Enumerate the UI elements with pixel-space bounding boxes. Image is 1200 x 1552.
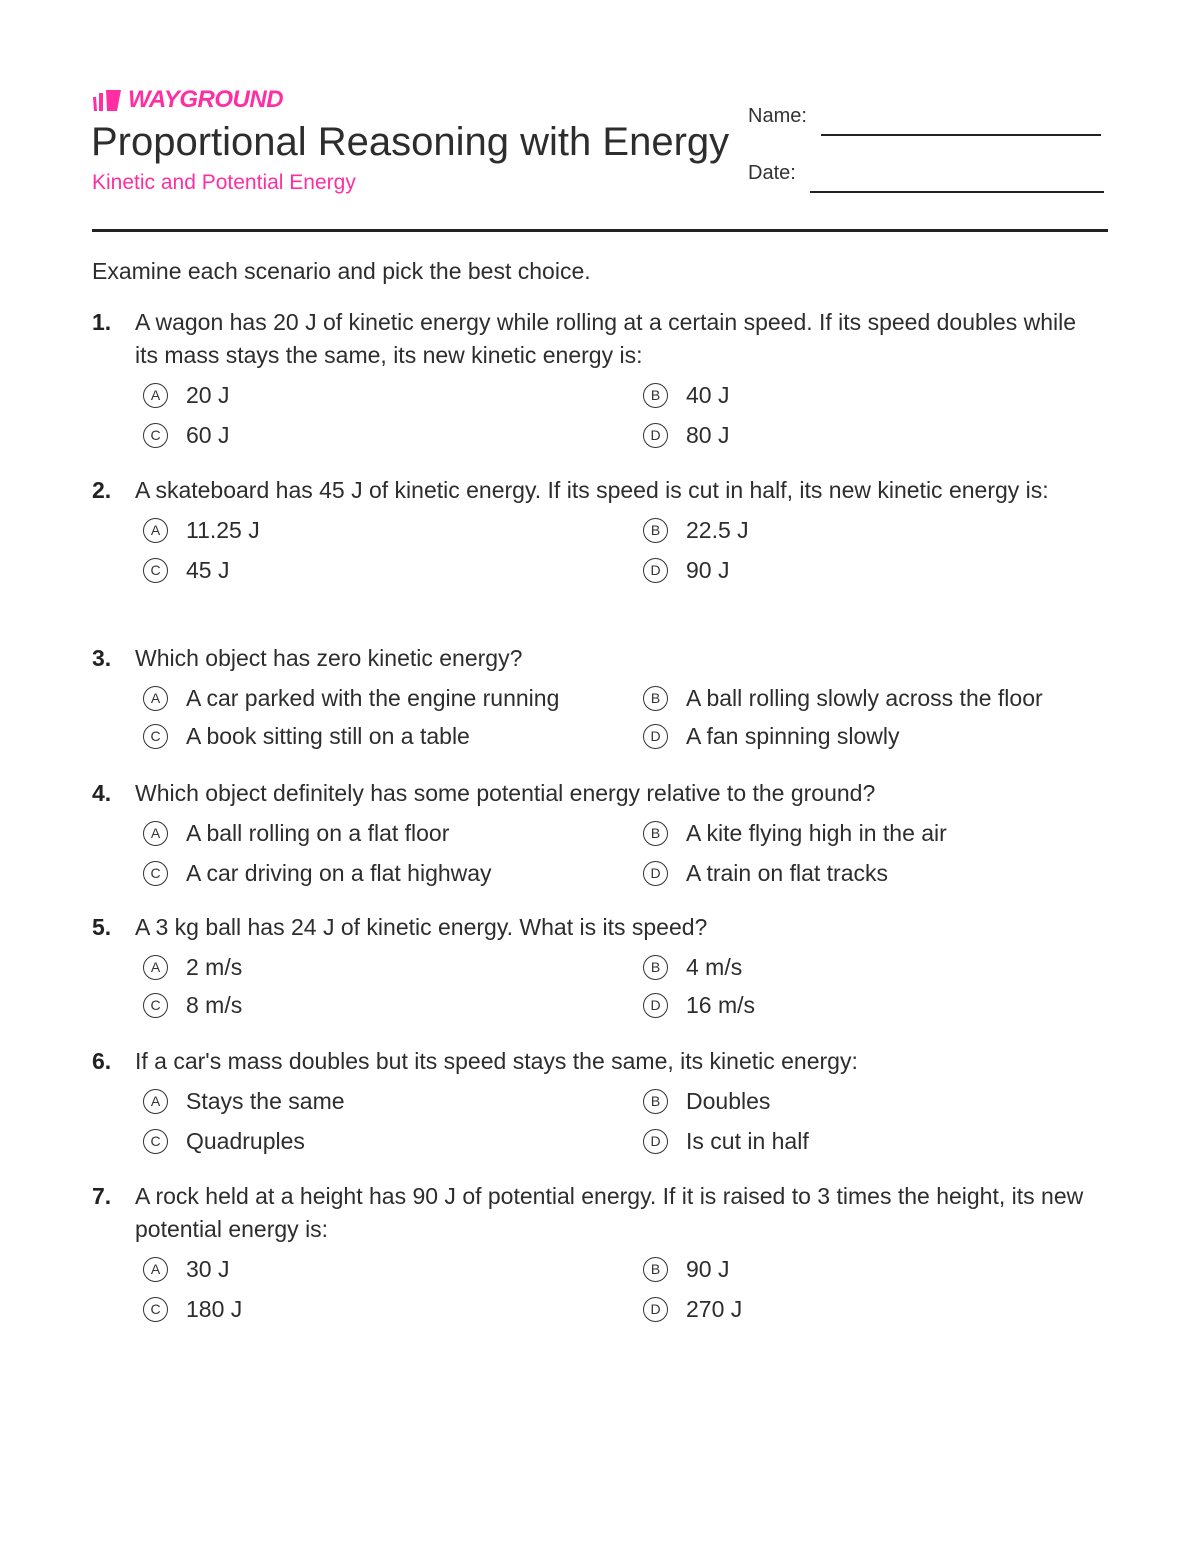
date-label: Date: <box>748 162 796 184</box>
answer-bubble-icon[interactable]: C <box>143 993 168 1018</box>
instructions: Examine each scenario and pick the best choice. <box>92 258 591 284</box>
name-field[interactable] <box>748 104 1101 128</box>
question-header <box>92 474 1108 507</box>
answer-bubble-icon[interactable]: D <box>643 993 668 1018</box>
name-label: Name: <box>748 105 807 127</box>
worksheet-subtitle: Kinetic and Potential Energy <box>92 171 356 194</box>
question-6 <box>92 1045 1108 1157</box>
answer-bubble-icon[interactable]: A <box>143 686 168 711</box>
answer-bubble-icon[interactable]: B <box>643 821 668 846</box>
question-number: 7. <box>92 1183 112 1209</box>
answer-option-d[interactable] <box>643 857 888 889</box>
answer-option-c[interactable] <box>143 419 229 451</box>
answer-option-a[interactable] <box>143 682 559 714</box>
answer-text: 80 J <box>686 421 730 448</box>
question-5 <box>92 911 1108 1021</box>
answer-text: Quadruples <box>186 1127 305 1154</box>
answer-text: A car driving on a flat highway <box>186 859 492 886</box>
answer-bubble-icon[interactable]: D <box>643 724 668 749</box>
answer-bubble-icon[interactable]: D <box>643 1297 668 1322</box>
header-divider <box>92 229 1108 232</box>
answer-option-c[interactable] <box>143 989 242 1021</box>
answer-choices <box>143 682 1108 752</box>
answer-bubble-icon[interactable]: A <box>143 955 168 980</box>
answer-text: 8 m/s <box>186 991 243 1018</box>
answer-text: A train on flat tracks <box>686 859 888 886</box>
answer-bubble-icon[interactable]: B <box>643 955 668 980</box>
answer-text: 180 J <box>186 1295 243 1322</box>
question-text: A skateboard has 45 J of kinetic energy. If its speed is cut in half, its new kinetic energy is: <box>135 477 1049 503</box>
answer-option-a[interactable] <box>143 514 260 546</box>
answer-text: 11.25 J <box>186 516 260 543</box>
answer-bubble-icon[interactable]: B <box>643 686 668 711</box>
worksheet-title: Proportional Reasoning with Energy <box>91 120 730 164</box>
answer-text: 16 m/s <box>686 991 756 1018</box>
question-1 <box>92 306 1108 451</box>
brand-name: WAYGROUND <box>128 86 284 113</box>
answer-bubble-icon[interactable]: D <box>643 861 668 886</box>
question-4 <box>92 777 1108 889</box>
answer-text: Stays the same <box>186 1087 345 1114</box>
answer-bubble-icon[interactable]: B <box>643 1089 668 1114</box>
date-line[interactable] <box>810 191 1104 193</box>
answer-option-b[interactable] <box>643 817 947 849</box>
question-header <box>92 911 1108 944</box>
name-line[interactable] <box>821 134 1101 136</box>
question-text: A wagon has 20 J of kinetic energy while rolling at a certain speed. If its speed doubles while its mass stays the same, its new kinetic energy is: <box>135 309 1077 368</box>
answer-choices <box>143 379 1108 451</box>
answer-text: A car parked with the engine running <box>186 684 560 711</box>
answer-option-b[interactable] <box>643 682 1043 714</box>
question-text: A 3 kg ball has 24 J of kinetic energy. What is its speed? <box>135 914 708 940</box>
wayground-logo <box>92 86 283 114</box>
answer-option-d[interactable] <box>643 419 729 451</box>
answer-option-c[interactable] <box>143 554 229 586</box>
answer-option-c[interactable] <box>143 720 470 752</box>
question-3 <box>92 642 1108 752</box>
question-header <box>92 642 1108 675</box>
answer-bubble-icon[interactable]: C <box>143 1129 168 1154</box>
answer-option-b[interactable] <box>643 1085 770 1117</box>
answer-bubble-icon[interactable]: A <box>143 1257 168 1282</box>
answer-bubble-icon[interactable]: C <box>143 423 168 448</box>
answer-text: 270 J <box>686 1295 743 1322</box>
wayground-mark-icon <box>92 88 122 112</box>
question-header <box>92 777 1108 810</box>
question-header <box>92 1180 1108 1246</box>
answer-text: 4 m/s <box>686 953 743 980</box>
answer-option-c[interactable] <box>143 1293 242 1325</box>
answer-text: 22.5 J <box>686 516 749 543</box>
answer-option-d[interactable] <box>643 1293 742 1325</box>
answer-bubble-icon[interactable]: A <box>143 383 168 408</box>
answer-option-a[interactable] <box>143 951 242 983</box>
question-text: Which object has zero kinetic energy? <box>135 645 523 671</box>
answer-bubble-icon[interactable]: A <box>143 1089 168 1114</box>
answer-option-a[interactable] <box>143 1253 229 1285</box>
answer-text: A kite flying high in the air <box>686 819 947 846</box>
answer-text: 60 J <box>186 421 230 448</box>
answer-text: 40 J <box>686 381 730 408</box>
answer-text: 2 m/s <box>186 953 243 980</box>
answer-text: 45 J <box>186 556 230 583</box>
answer-option-b[interactable] <box>643 951 742 983</box>
date-field[interactable] <box>748 161 1104 185</box>
answer-choices <box>143 951 1108 1021</box>
answer-option-b[interactable] <box>643 514 749 546</box>
answer-option-d[interactable] <box>643 1125 809 1157</box>
answer-option-c[interactable] <box>143 857 492 889</box>
question-number: 1. <box>92 309 112 335</box>
answer-bubble-icon[interactable]: A <box>143 518 168 543</box>
question-header <box>92 306 1108 372</box>
answer-option-d[interactable] <box>643 989 755 1021</box>
answer-option-a[interactable] <box>143 379 229 411</box>
answer-bubble-icon[interactable]: C <box>143 1297 168 1322</box>
answer-text: Doubles <box>686 1087 771 1114</box>
question-7 <box>92 1180 1108 1325</box>
answer-text: A ball rolling slowly across the floor <box>686 684 1043 711</box>
answer-bubble-icon[interactable]: D <box>643 558 668 583</box>
answer-text: A ball rolling on a flat floor <box>186 819 450 846</box>
question-header <box>92 1045 1108 1078</box>
question-number: 2. <box>92 477 112 503</box>
question-text: Which object definitely has some potential energy relative to the ground? <box>135 780 876 806</box>
answer-text: A book sitting still on a table <box>186 722 470 749</box>
answer-bubble-icon[interactable]: C <box>143 558 168 583</box>
answer-bubble-icon[interactable]: D <box>643 1129 668 1154</box>
answer-bubble-icon[interactable]: A <box>143 821 168 846</box>
answer-bubble-icon[interactable]: B <box>643 1257 668 1282</box>
answer-choices <box>143 514 1108 586</box>
answer-option-b[interactable] <box>643 379 729 411</box>
answer-text: 30 J <box>186 1255 230 1282</box>
answer-choices <box>143 1253 1108 1325</box>
answer-choices <box>143 1085 1108 1157</box>
answer-option-d[interactable] <box>643 554 729 586</box>
question-number: 3. <box>92 645 112 671</box>
answer-option-a[interactable] <box>143 1085 345 1117</box>
answer-bubble-icon[interactable]: C <box>143 861 168 886</box>
question-2 <box>92 474 1108 586</box>
question-number: 4. <box>92 780 112 806</box>
answer-option-a[interactable] <box>143 817 449 849</box>
answer-text: 90 J <box>686 556 730 583</box>
answer-choices <box>143 817 1108 889</box>
question-text: If a car's mass doubles but its speed stays the same, its kinetic energy: <box>135 1048 858 1074</box>
answer-bubble-icon[interactable]: D <box>643 423 668 448</box>
question-number: 6. <box>92 1048 112 1074</box>
answer-bubble-icon[interactable]: B <box>643 383 668 408</box>
answer-text: 20 J <box>186 381 230 408</box>
answer-bubble-icon[interactable]: B <box>643 518 668 543</box>
question-number: 5. <box>92 914 112 940</box>
question-text: A rock held at a height has 90 J of potential energy. If it is raised to 3 times the height, its new potential energy is: <box>135 1183 1084 1242</box>
answer-text: 90 J <box>686 1255 730 1282</box>
answer-option-b[interactable] <box>643 1253 729 1285</box>
answer-option-d[interactable] <box>643 720 900 752</box>
answer-bubble-icon[interactable]: C <box>143 724 168 749</box>
answer-text: A fan spinning slowly <box>686 722 900 749</box>
answer-text: Is cut in half <box>686 1127 809 1154</box>
answer-option-c[interactable] <box>143 1125 305 1157</box>
